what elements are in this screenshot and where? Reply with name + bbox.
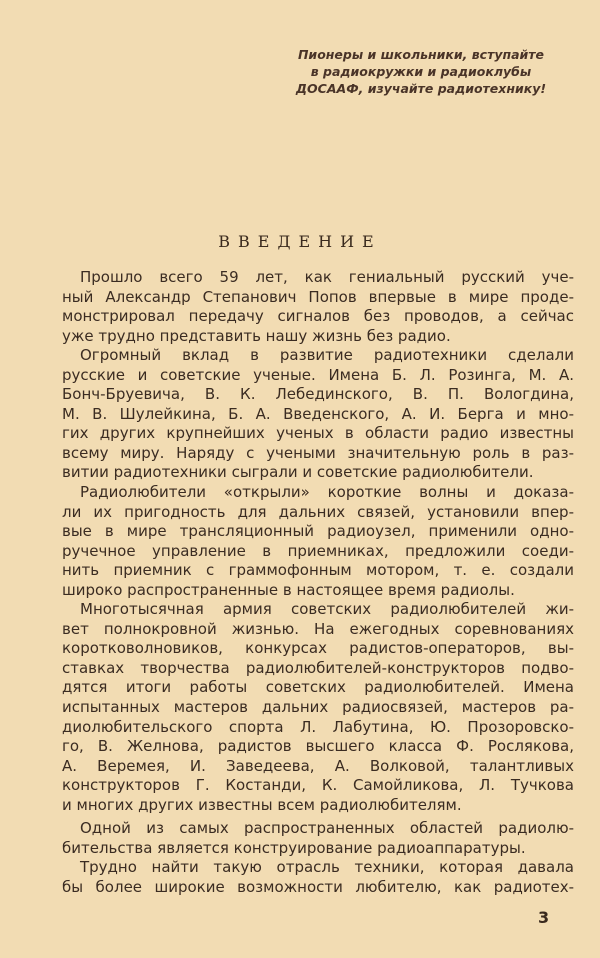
- text-line: гих других крупнейших ученых в области радио известны: [62, 424, 574, 443]
- text-line: Одной из самых распространенных областей радиолю-: [80, 819, 574, 838]
- text-line: и многих других известны всем радиолюбителям.: [62, 795, 462, 814]
- text-line: бительства является конструирование радиоаппаратуры.: [62, 838, 526, 857]
- text-line: коротковолновиков, конкурсах радистов-операторов, вы-: [62, 639, 574, 658]
- text-line: диолюбительского спорта Л. Лабутина, Ю. Прозоровско-: [62, 717, 574, 736]
- epigraph: [276, 46, 566, 97]
- body-text: [62, 268, 574, 898]
- chapter-heading: ВВЕДЕНИЕ: [218, 232, 382, 251]
- text-line: Многотысячная армия советских радиолюбителей жи-: [80, 600, 574, 619]
- text-line: вет полнокровной жизнью. На ежегодных соревнованиях: [62, 619, 574, 638]
- text-line: М. В. Шулейкина, Б. А. Введенского, А. И. Берга и мно-: [62, 404, 574, 423]
- text-line: ручечное управление в приемниках, предложили соеди-: [62, 541, 574, 560]
- text-line: русские и советские ученые. Имена Б. Л. Розинга, М. А.: [62, 365, 574, 384]
- text-line: Прошло всего 59 лет, как гениальный русский уче-: [80, 268, 574, 286]
- text-line: конструкторов Г. Костанди, К. Самойликова, Л. Тучкова: [62, 776, 574, 795]
- text-line: Радиолюбители «открыли» короткие волны и доказа-: [80, 483, 574, 502]
- text-line: вые в мире трансляционный радиоузел, применили одно-: [62, 522, 574, 541]
- text-line: витии радиотехники сыграли и советские радиолюбители.: [62, 463, 534, 482]
- epigraph-line: ДОСААФ, изучайте радиотехнику!: [295, 81, 547, 96]
- epigraph-line: Пионеры и школьники, вступайте: [297, 47, 545, 62]
- text-line: Огромный вклад в развитие радиотехники сделали: [80, 346, 574, 365]
- text-line: ли их пригодность для дальних связей, установили впер-: [62, 502, 574, 521]
- text-line: Бонч-Бруевича, В. К. Лебединского, В. П. Вологдина,: [62, 385, 574, 404]
- text-line: А. Веремея, И. Заведеева, А. Волковой, талантливых: [62, 756, 574, 775]
- page-number: 3: [538, 908, 550, 927]
- text-line: уже трудно представить нашу жизнь без радио.: [62, 326, 451, 345]
- text-line: бы более широкие возможности любителю, как радиотех-: [62, 877, 574, 896]
- text-line: ставках творчества радиолюбителей-конструкторов подво-: [62, 658, 574, 677]
- text-line: нить приемник с граммофонным мотором, т. е. создали: [62, 561, 574, 580]
- text-line: го, В. Желнова, радистов высшего класса Ф. Рослякова,: [62, 737, 574, 756]
- text-line: всему миру. Наряду с учеными значительную роль в раз-: [62, 443, 574, 462]
- text-line: монстрировал передачу сигналов без проводов, а сейчас: [62, 307, 574, 326]
- text-line: дятся итоги работы советских радиолюбителей. Имена: [62, 678, 574, 697]
- text-line: широко распространенные в настоящее время радиолы.: [62, 580, 515, 599]
- text-line: ный Александр Степанович Попов впервые в мире проде-: [62, 287, 574, 306]
- epigraph-line: в радиокружки и радиоклубы: [310, 64, 532, 79]
- text-line: испытанных мастеров дальних радиосвязей, мастеров ра-: [62, 698, 574, 717]
- text-line: Трудно найти такую отрасль техники, которая давала: [80, 858, 574, 877]
